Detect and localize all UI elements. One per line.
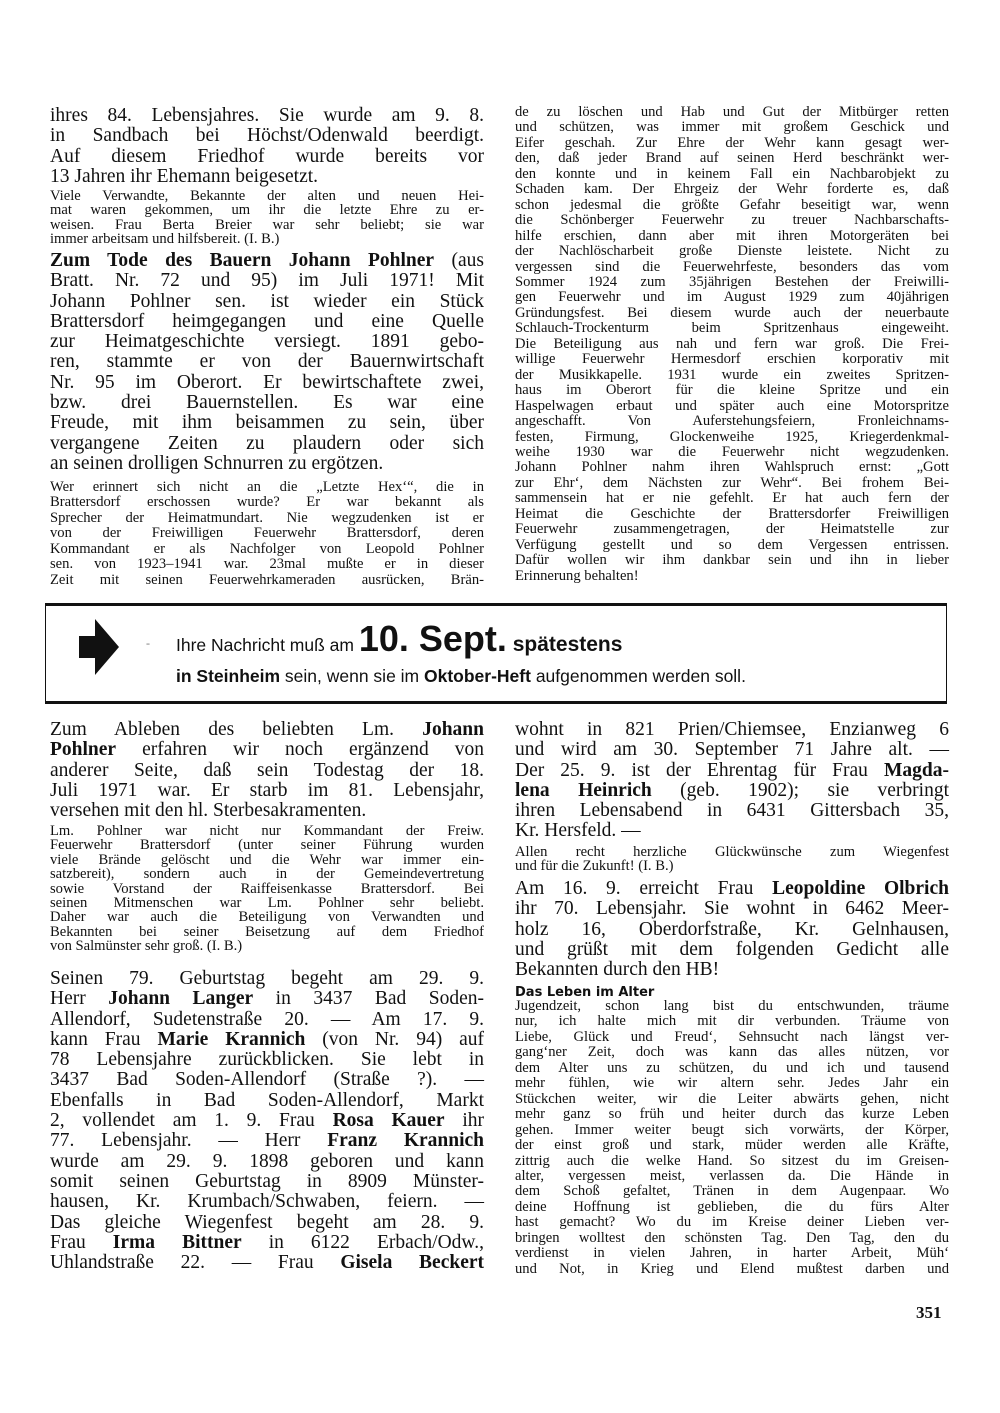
article-continuation-breier [50, 106, 484, 187]
bold-name: Franz Krannich [327, 1130, 484, 1152]
deadline-notice-box [45, 603, 947, 704]
notice-latest: spätestens [506, 633, 623, 656]
text-line: 13 Jahren ihr Ehemann beigesetzt. [50, 165, 319, 187]
text-line: gang‘ner Zeit, doch was kann das alles nützen, vor [515, 1044, 949, 1061]
text-line: sowie Vorstand der Raiffeisenkasse Brattersdorf. Bei [50, 880, 484, 897]
text-line: angeschafft. Von Auferstehungsfeiern, Fronleichnams- [515, 413, 949, 430]
bold-name: lena Heinrich [515, 779, 652, 801]
text-line: haus im Oberort für die kleine Spritze und ein [515, 382, 949, 399]
notice-issue: Oktober-Heft [424, 666, 531, 686]
text-line: Sommer 1924 zum 35jährigen Bestehen der Freiwilli- [515, 273, 949, 290]
text-line: Bekannten bei seiner Beisetzung auf dem Friedhof [50, 923, 484, 940]
text-line: Viele Verwandte, Bekannte der alten und neuen Hei- [50, 188, 484, 204]
text-line [50, 1131, 484, 1151]
text-segment: 2, vollendet am 1. 9. Frau [50, 1110, 333, 1132]
text-line: ren, stammte er von der Bauernwirtschaft [50, 351, 484, 373]
text-line: in Sandbach bei Höchst/Odenwald beerdigt. [50, 125, 484, 147]
text-segment: Der 25. 9. ist der Ehrentag für Frau [515, 759, 884, 781]
bold-name: Irma Bittner [112, 1231, 242, 1253]
text-line: viele Brände gelöscht und die Wehr war immer ein- [50, 851, 484, 868]
text-line: gen Feuerwehr und im August 1929 zum 40jährigen [515, 289, 949, 306]
article-note-breier [50, 189, 484, 247]
page-number: 351 [916, 1303, 942, 1322]
text-line: mat waren gekommen, um ihr die letzte Ehre zu er- [50, 202, 484, 219]
article-pohlner-addendum [50, 720, 484, 821]
text-line [515, 761, 949, 781]
text-segment: Herr [50, 988, 109, 1010]
bold-name: Leopoldine Olbrich [772, 878, 949, 899]
text-segment: Am 16. 9. erreicht Frau [515, 878, 773, 899]
notice-text: Ihre Nachricht muß am [176, 635, 359, 655]
text-segment: kann Frau [50, 1028, 158, 1050]
text-line: hilfe erschien, dann aber mit ihren Motorgeräten bei [515, 227, 949, 244]
text-line: Brattersdorf erschossen wurde? Er war bekannt als [50, 494, 484, 511]
text-line: dem Alter uns zu schützen, du und ich und tausend [515, 1059, 949, 1076]
text-line: dem Schoß gefaltet, Tränen in dem Augenpaar. Wo [515, 1183, 949, 1200]
notice-line-1 [176, 618, 622, 660]
text-segment: in 6122 Erbach/Odw., [241, 1231, 484, 1253]
arrow-right-icon [79, 619, 119, 675]
text-line: Allen recht herzliche Glückwünsche zum Wiegenfest [515, 844, 949, 860]
text-segment: (von Nr. 94) auf [305, 1028, 484, 1050]
text-line: Die Beteiligung aus nah und fern war groß. Die Frei- [515, 335, 949, 352]
text-line: Brattersdorf heimgegangen und eine Quelle [50, 310, 484, 332]
bold-name: Pohlner [50, 739, 117, 761]
notice-deadline-date: 10. Sept. [358, 618, 507, 659]
bold-name: Zum Tode des Bauern Johann Pohlner [50, 250, 435, 271]
text-line: nur, ich halte mich mit dir verbunden. Träume von [515, 1013, 949, 1030]
text-segment: Frau [50, 1231, 113, 1253]
text-line: der Musikkapelle. 1931 wurde ein zweites Spritzen- [515, 366, 949, 383]
text-line: und Not, in Krieg und Elend mußtest darben und [515, 1260, 949, 1277]
text-line [50, 1030, 484, 1050]
text-line: Juli 1971 war. Er starb im 81. Lebensjahr, [50, 779, 484, 801]
article-pohlner-obituary [50, 251, 484, 474]
text-line: Schlauch-Trockenturm beim Spritzenhaus eingeweiht. [515, 320, 949, 337]
text-line: somit seinen Geburtstag in 8909 Münster- [50, 1170, 484, 1192]
text-line: bzw. drei Bauernstellen. Es war eine [50, 392, 484, 414]
text-line: mehr ganz so früh und heiter durch das kurze Leben [515, 1106, 949, 1123]
text-line: de zu löschen und Hab und Gut der Mitbürger retten [515, 104, 949, 120]
text-line [515, 879, 949, 899]
text-line: zur Heimatgeschichte versiegt. 1891 gebo- [50, 331, 484, 353]
text-line: zittrig auch die welke Hand. So sitzest du im Greisen- [515, 1152, 949, 1169]
text-line: holz 16, Oberdorfstraße, Kr. Gelnhausen, [515, 918, 949, 940]
text-line: und für die Zukunft! (I. B.) [515, 858, 674, 875]
text-line: bringen wolltest den schönsten Tag. Den Tag, den du [515, 1229, 949, 1246]
bold-name: Marie Krannich [157, 1028, 306, 1050]
text-line [50, 720, 484, 740]
text-line: Eifer geschah. Zur Ehre der Wehr kann gesagt wer- [515, 134, 949, 151]
text-segment: (geb. 1902); sie verbringt [651, 779, 949, 801]
text-line [50, 1111, 484, 1131]
text-line [50, 740, 484, 760]
text-line: Stückchen weiter, wir die Leiter abwärts gehen, nicht [515, 1090, 949, 1107]
text-line: Schaden kam. Der Ehrgeiz der Wehr forderte es, daß [515, 181, 949, 198]
text-line: die Schönberger Feuerwehr zu treuer Nachbarschafts- [515, 212, 949, 229]
bold-name: Johann Langer [108, 988, 254, 1010]
bold-name: Magda- [884, 759, 949, 781]
text-line: Haspelwagen erbaut und später auch eine Motorspritze [515, 397, 949, 414]
text-line: Gründungsfest. Bei diesem wurde auch der neuerbaute [515, 304, 949, 321]
text-line [50, 989, 484, 1009]
text-line: und schützen, was immer mit großem Geschick und [515, 119, 949, 136]
bold-name: Gisela Beckert [340, 1252, 484, 1274]
text-line: Heimat die Geschichte der Brattersdorfer Freiwilligen [515, 505, 949, 522]
text-segment: (aus [434, 250, 484, 271]
text-segment: ihr [444, 1110, 484, 1132]
text-line: und wird am 30. September 71 Jahre alt. — [515, 739, 949, 761]
text-line: immer arbeitsam und hilfsbereit. (I. B.) [50, 231, 280, 248]
text-line: Kr. Hersfeld. — [515, 820, 641, 842]
text-line [50, 1233, 484, 1253]
text-line: Nr. 95 im Oberort. Er bewirtschaftete zwei, [50, 371, 484, 393]
text-line: Freude, mit ihm beisammen zu sein, über [50, 412, 484, 434]
text-line: Sprecher der Heimatmundart. Nie wegzudenken ist er [50, 509, 484, 526]
text-line: Das gleiche Wiegenfest begeht am 28. 9. [50, 1211, 484, 1233]
birthday-announcements-continued [515, 720, 949, 842]
text-line: Feuerwehr Brattersdorf (unter seiner Führung wurden [50, 837, 484, 854]
text-line: verdienst in vielen Jahren, in harter Arbeit, Müh‘ [515, 1245, 949, 1262]
text-line: den, daß jeder Brand auf seinen Herd beschränkt wer- [515, 150, 949, 167]
article-pohlner-addendum-note [50, 824, 484, 954]
text-segment: Uhlandstraße 22. — Frau [50, 1252, 341, 1274]
text-line: vergangene Zeiten zu plaudern oder sich [50, 432, 484, 454]
text-line: Johann Pohlner sen. ist wieder ein Stück [50, 290, 484, 312]
text-line: anderer Seite, daß sein Todestag der 18. [50, 759, 484, 781]
article-pohlner-details [50, 480, 484, 588]
text-line: Kommandant er als Nachfolger von Leopold Pohlner [50, 540, 484, 557]
text-line: von der Freiwilligen Feuerwehr Brattersdorf, deren [50, 525, 484, 542]
text-line: ihren Lebensabend in 6431 Gittersbach 35, [515, 800, 949, 822]
text-segment: in 3437 Bad Soden- [253, 988, 484, 1010]
text-line: den konnte und in keinem Fall ein Nachbarobjekt zu [515, 165, 949, 182]
text-line: willige Feuerwehr Hermesdorf erschien korporativ mit [515, 351, 949, 368]
stray-mark: - [146, 636, 150, 650]
text-line: Bekannten durch den HB! [515, 959, 720, 981]
notice-text: sein, wenn sie im [280, 666, 424, 686]
text-line: Zeit mit seinen Feuerwehrkameraden ausrücken, Brän- [50, 571, 484, 588]
text-line [50, 1253, 484, 1273]
notice-line-2 [176, 666, 746, 687]
text-line: weisen. Frau Berta Breier war sehr beliebt; sie war [50, 216, 484, 233]
text-line: deine Hoffnung ist geblieben, die du fürs Alter [515, 1198, 949, 1215]
text-line: Johann Pohlner nahm ihren Wahlspruch ernst: „Gott [515, 459, 949, 476]
text-line: der einst groß und stark, müder werden alle Kräfte, [515, 1137, 949, 1154]
text-line: Daher war auch die Beteiligung von Verwandten und [50, 909, 484, 926]
text-line: ihr 70. Lebensjahr. Sie wohnt in 6462 Meer- [515, 898, 949, 920]
text-segment: 77. Lebensjahr. — Herr [50, 1130, 328, 1152]
notice-text: aufgenommen werden soll. [530, 666, 746, 686]
text-line: Seinen 79. Geburtstag begeht am 29. 9. [50, 968, 484, 989]
text-line: seinen Mitmenschen war Lm. Pohlner sehr beliebt. [50, 895, 484, 912]
text-line: Feuerwehr zusammengetragen, der Heimatstelle zur [515, 521, 949, 538]
text-line: an seinen drolligen Schnurren zu ergötzen. [50, 452, 384, 474]
text-line: versehen mit den hl. Sterbesakramenten. [50, 800, 367, 822]
text-line: Wer erinnert sich nicht an die „Letzte Hex‘“, die in [50, 479, 484, 495]
text-line: sen. von 1923–1941 war. 23mal mußte er in dieser [50, 556, 484, 573]
text-line: 3437 Bad Soden-Allendorf (Straße ?). — [50, 1069, 484, 1091]
text-line: mehr fühlen, wie wir altern sehr. Jedes Jahr ein [515, 1075, 949, 1092]
birthday-wishes-note [515, 845, 949, 874]
text-line: Auf diesem Friedhof wurde bereits vor [50, 145, 484, 167]
text-line: 78 Lebensjahre zurückblicken. Sie lebt in [50, 1049, 484, 1071]
text-line: Ebenfalls in Bad Soden-Allendorf, Markt [50, 1089, 484, 1111]
text-line: gehen. Immer weiter beugt sich vorwärts, der Körper, [515, 1121, 949, 1138]
notice-place: in Steinheim [176, 666, 281, 686]
text-line: wurde am 29. 9. 1898 geboren und kann [50, 1150, 484, 1172]
birthday-olbrich [515, 879, 949, 980]
text-line: Dafür wollen wir ihm dankbar sein und ihn in lieber [515, 552, 949, 569]
text-line: weihe 1930 war die Feuerwehr nicht wegzudenken. [515, 443, 949, 460]
bold-name: Rosa Kauer [332, 1110, 445, 1132]
article-feuerwehr-history [515, 105, 949, 584]
text-line: sammensein hat er nie gefehlt. Er hat auch fern der [515, 490, 949, 507]
text-line: wohnt in 821 Prien/Chiemsee, Enzianweg 6 [515, 719, 949, 740]
text-line: der Nachlöscharbeit große Dienste leistete. Nicht zu [515, 243, 949, 260]
poem-title: Das Leben im Alter [515, 985, 655, 1000]
text-line: zur Ehr‘, dem Nächsten zur Wehr“. Bei frohem Bei- [515, 474, 949, 491]
text-line: Allendorf, Sudetenstraße 20. — Am 17. 9. [50, 1008, 484, 1030]
birthday-announcements [50, 969, 484, 1273]
text-line [50, 251, 484, 271]
text-line: Bratt. Nr. 72 und 95) im Juli 1971! Mit [50, 270, 484, 292]
text-line: vergessen sind die Feuerwehrfeste, besonders das vom [515, 258, 949, 275]
text-line: ihres 84. Lebensjahres. Sie wurde am 9. 8. [50, 105, 484, 126]
text-line: hausen, Kr. Krumbach/Schwaben, feiern. — [50, 1191, 484, 1213]
text-line: und grüßt mit dem folgenden Gedicht alle [515, 938, 949, 960]
text-line: festen, Firmung, Glockenweihe 1925, Kriegerdenkmal- [515, 428, 949, 445]
text-line [515, 781, 949, 801]
text-line: Liebe, Glück und Freud‘, Sehnsucht nach längst ver- [515, 1028, 949, 1045]
text-segment: Zum Ableben des beliebten Lm. [50, 719, 423, 740]
text-line: von Salmünster sehr groß. (I. B.) [50, 938, 243, 955]
text-line: Erinnerung behalten! [515, 567, 639, 584]
text-line: Verfügung gestellt und so dem Vergessen entrissen. [515, 536, 949, 553]
poem-text [515, 999, 949, 1277]
text-line: Lm. Pohlner war nicht nur Kommandant der Freiw. [50, 823, 484, 839]
text-line: hast gemacht? Wo du im Kreise deiner Lieben ver- [515, 1214, 949, 1231]
text-line: satzbereit), sondern auch in der Gemeindevertretung [50, 866, 484, 883]
text-segment: erfahren wir noch ergänzend von [116, 739, 484, 761]
text-line: alter, vergessen meist, verlassen da. Die Hände in [515, 1167, 949, 1184]
text-line: Jugendzeit, schon lang bist du entschwunden, träume [515, 998, 949, 1014]
text-line: schon jedesmal die größte Gefahr beseitigt war, wenn [515, 196, 949, 213]
bold-name: Johann [422, 719, 484, 740]
